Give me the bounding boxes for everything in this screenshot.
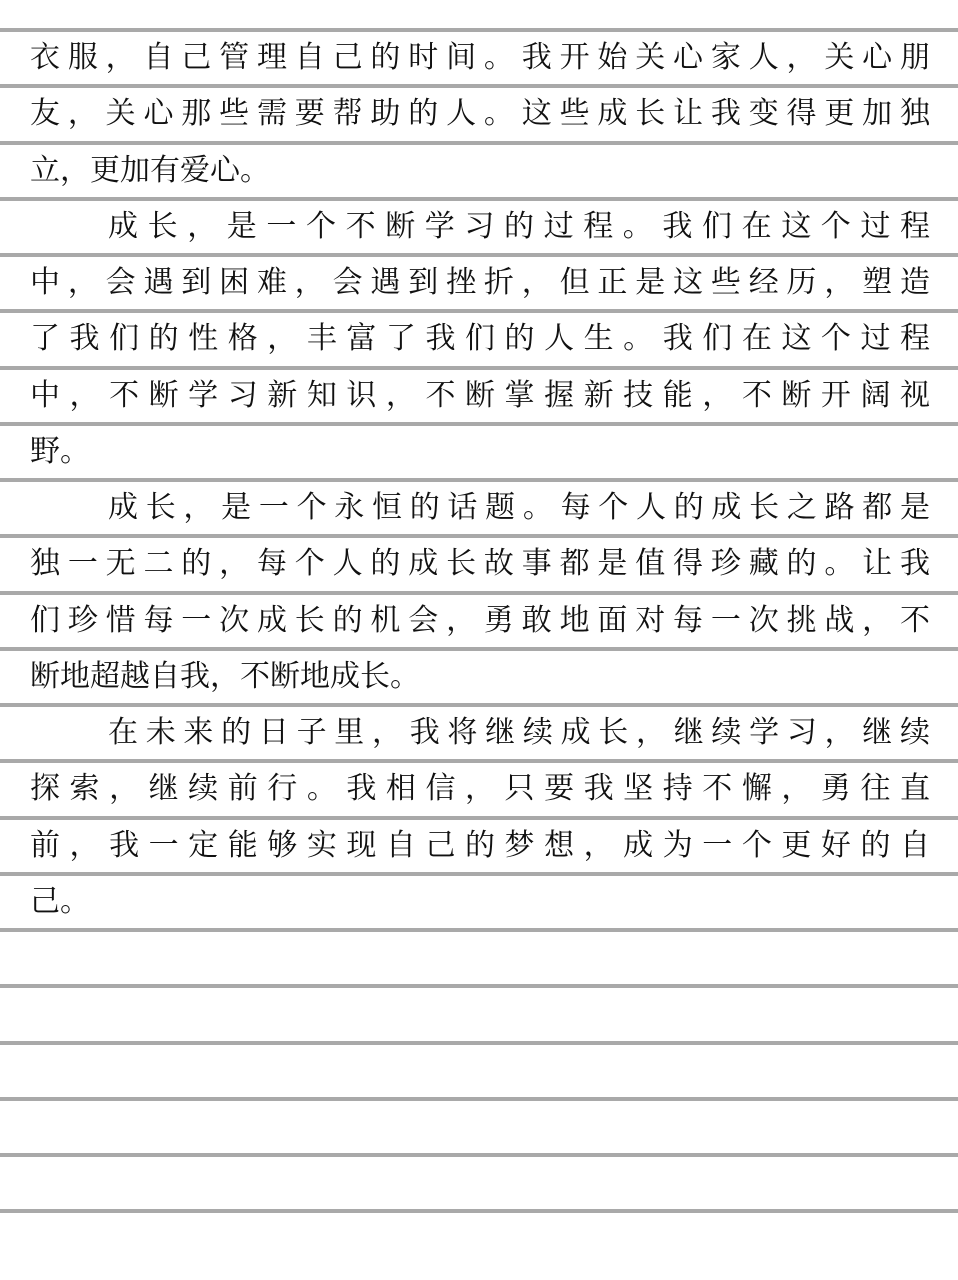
text-line: 探索，继续前行。我相信，只要我坚持不懈，勇往直 — [30, 771, 930, 806]
ruled-line — [0, 1209, 958, 1213]
text-line: 了我们的性格，丰富了我们的人生。我们在这个过程 — [30, 321, 930, 356]
ruled-line — [0, 1153, 958, 1157]
text-line: 前，我一定能够实现自己的梦想，成为一个更好的自 — [30, 828, 930, 863]
ruled-line — [0, 1041, 958, 1045]
text-line: 独一无二的，每个人的成长故事都是值得珍藏的。让我 — [30, 546, 930, 581]
text-line: 友，关心那些需要帮助的人。这些成长让我变得更加独 — [30, 96, 930, 131]
text-line: 立，更加有爱心。 — [30, 153, 270, 188]
text-line: 中，不断学习新知识，不断掌握新技能，不断开阔视 — [30, 378, 930, 413]
text-line: 己。 — [30, 884, 90, 919]
text-line: 断地超越自我，不断地成长。 — [30, 659, 420, 694]
ruled-line — [0, 1097, 958, 1101]
text-line: 成长，是一个永恒的话题。每个人的成长之路都是 — [108, 490, 930, 525]
text-line: 成长，是一个不断学习的过程。我们在这个过程 — [108, 209, 930, 244]
text-line: 们珍惜每一次成长的机会，勇敢地面对每一次挑战，不 — [30, 603, 930, 638]
ruled-line — [0, 984, 958, 988]
text-line: 衣服，自己管理自己的时间。我开始关心家人，关心朋 — [30, 40, 930, 75]
text-line: 中，会遇到困难，会遇到挫折，但正是这些经历，塑造 — [30, 265, 930, 300]
text-line: 在未来的日子里，我将继续成长，继续学习，继续 — [108, 715, 930, 750]
text-line: 野。 — [30, 434, 90, 469]
